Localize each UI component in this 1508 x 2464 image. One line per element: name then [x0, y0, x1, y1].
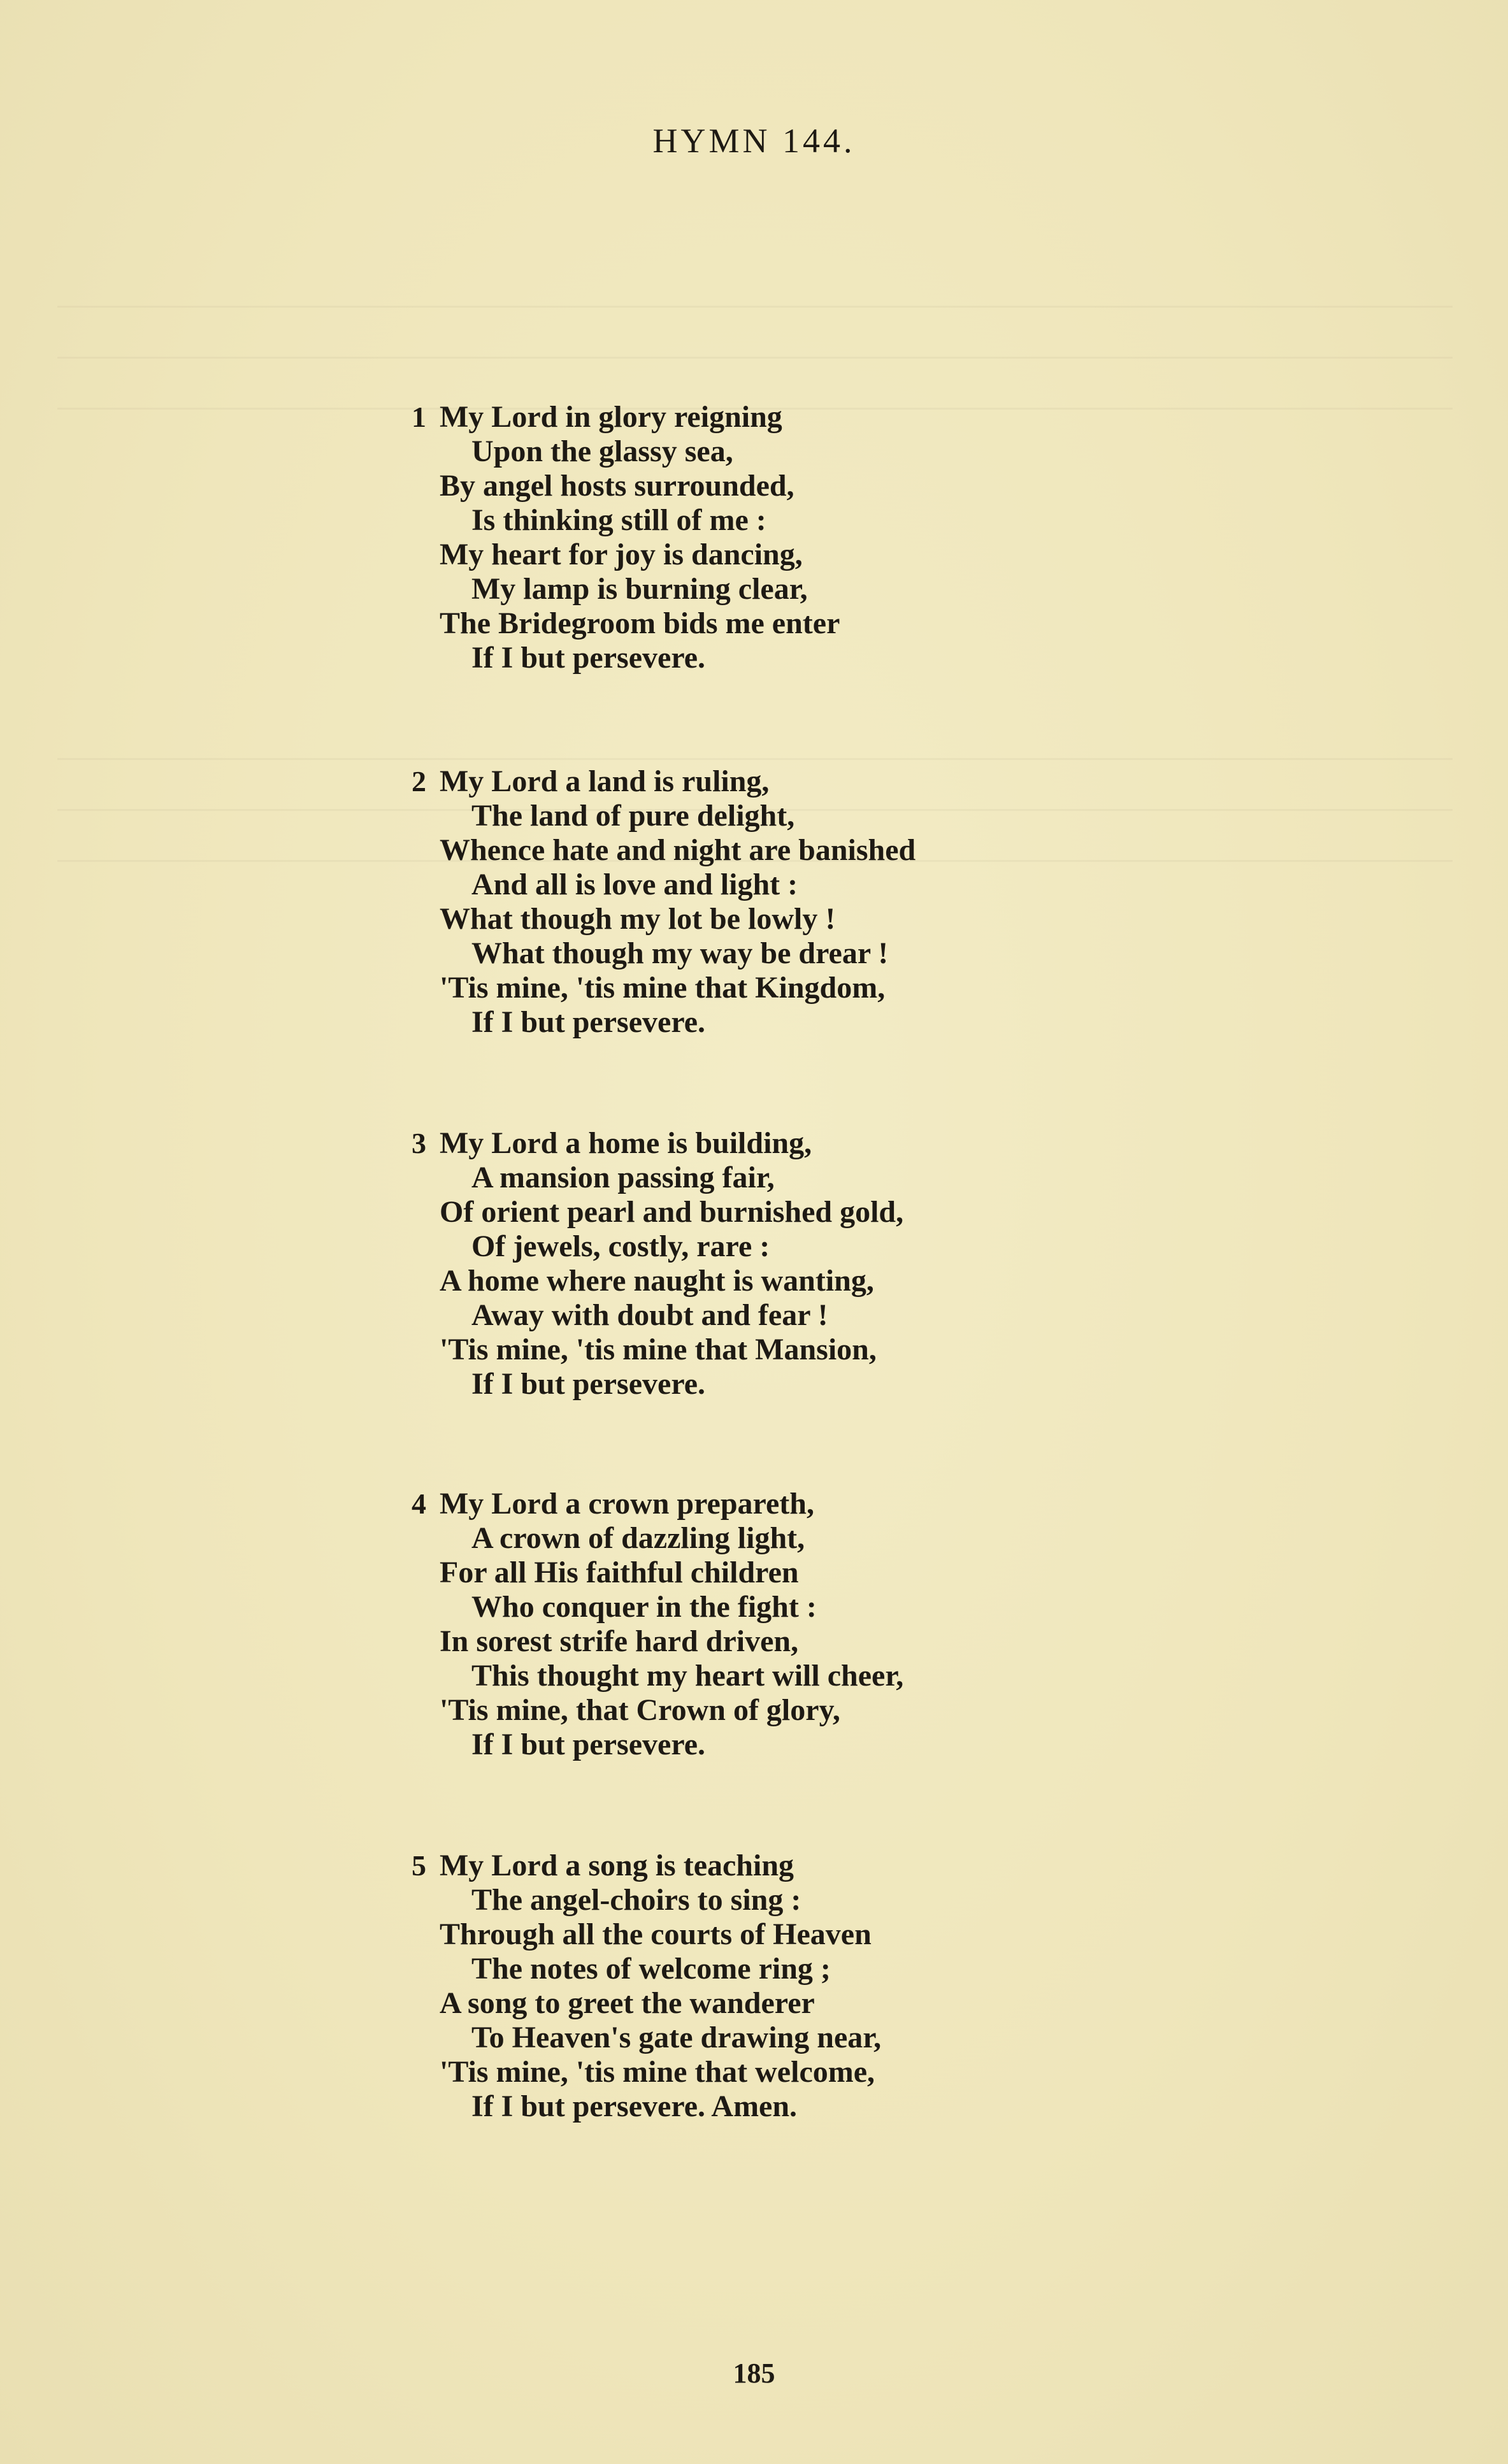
verse-line: Is thinking still of me :	[471, 503, 766, 537]
verse-line: Through all the courts of Heaven	[440, 1917, 872, 1951]
verse-line: And all is love and light :	[471, 868, 798, 901]
verse-line: This thought my heart will cheer,	[471, 1659, 904, 1693]
verse-line: 'Tis mine, 'tis mine that welcome,	[440, 2055, 875, 2089]
hymn-title: HYMN 144.	[652, 122, 856, 160]
verse-line: A home where naught is wanting,	[440, 1264, 874, 1298]
stanza-1	[412, 400, 1077, 675]
verse-line: Of jewels, costly, rare :	[471, 1229, 770, 1263]
page-number: 185	[733, 2358, 775, 2389]
stanza-number: 1	[412, 401, 426, 433]
stanza-2	[412, 764, 1077, 1040]
verse-line: My Lord a land is ruling,	[440, 764, 770, 798]
verse-line: A mansion passing fair,	[471, 1161, 775, 1194]
verse-line: Whence hate and night are banished	[440, 833, 916, 867]
verse-line: By angel hosts surrounded,	[440, 469, 794, 503]
verse-line: My Lord a song is teaching	[440, 1849, 794, 1882]
verse-line: In sorest strife hard driven,	[440, 1624, 799, 1658]
stanza-number: 3	[412, 1127, 426, 1159]
verse-line: Of orient pearl and burnished gold,	[440, 1195, 904, 1229]
stanza-number: 2	[412, 765, 426, 798]
verse-line: A crown of dazzling light,	[471, 1521, 805, 1555]
verse-line: If I but persevere.	[471, 641, 706, 675]
show-through-staff-line	[57, 758, 1453, 760]
show-through-staff-line	[57, 357, 1453, 359]
stanza-3	[412, 1126, 1077, 1401]
verse-line: The Bridegroom bids me enter	[440, 606, 840, 640]
verse-line: My Lord in glory reigning	[440, 400, 782, 434]
verse-line: The angel-choirs to sing :	[471, 1883, 801, 1917]
verse-line: Who conquer in the fight :	[471, 1590, 817, 1624]
verse-line: The notes of welcome ring ;	[471, 1952, 831, 1986]
stanza-4	[412, 1487, 1077, 1762]
verse-line: Upon the glassy sea,	[471, 434, 733, 468]
verse-line: If I but persevere.	[471, 1005, 706, 1039]
stanza-number: 5	[412, 1849, 426, 1882]
verse-line: Away with doubt and fear !	[471, 1298, 828, 1332]
show-through-staff-line	[57, 306, 1453, 308]
verse-line: For all His faithful children	[440, 1556, 799, 1589]
stanza-5	[412, 1849, 1077, 2124]
stanza-number: 4	[412, 1487, 426, 1520]
verse-line: 'Tis mine, that Crown of glory,	[440, 1693, 840, 1727]
verse-line: To Heaven's gate drawing near,	[471, 2021, 882, 2054]
verse-line: The land of pure delight,	[471, 799, 795, 833]
verse-line: My Lord a home is building,	[440, 1126, 812, 1160]
verse-line: If I but persevere.	[471, 1728, 706, 1761]
verse-line: What though my way be drear !	[471, 936, 889, 970]
verse-line: What though my lot be lowly !	[440, 902, 836, 936]
verse-line: A song to greet the wanderer	[440, 1986, 815, 2020]
verse-line: 'Tis mine, 'tis mine that Mansion,	[440, 1333, 877, 1366]
verse-line: My lamp is burning clear,	[471, 572, 808, 606]
verse-line: My Lord a crown prepareth,	[440, 1487, 814, 1521]
verse-line: If I but persevere. Amen.	[471, 2089, 798, 2123]
verse-line: If I but persevere.	[471, 1367, 706, 1401]
verse-line: 'Tis mine, 'tis mine that Kingdom,	[440, 971, 886, 1005]
verse-line: My heart for joy is dancing,	[440, 538, 803, 571]
